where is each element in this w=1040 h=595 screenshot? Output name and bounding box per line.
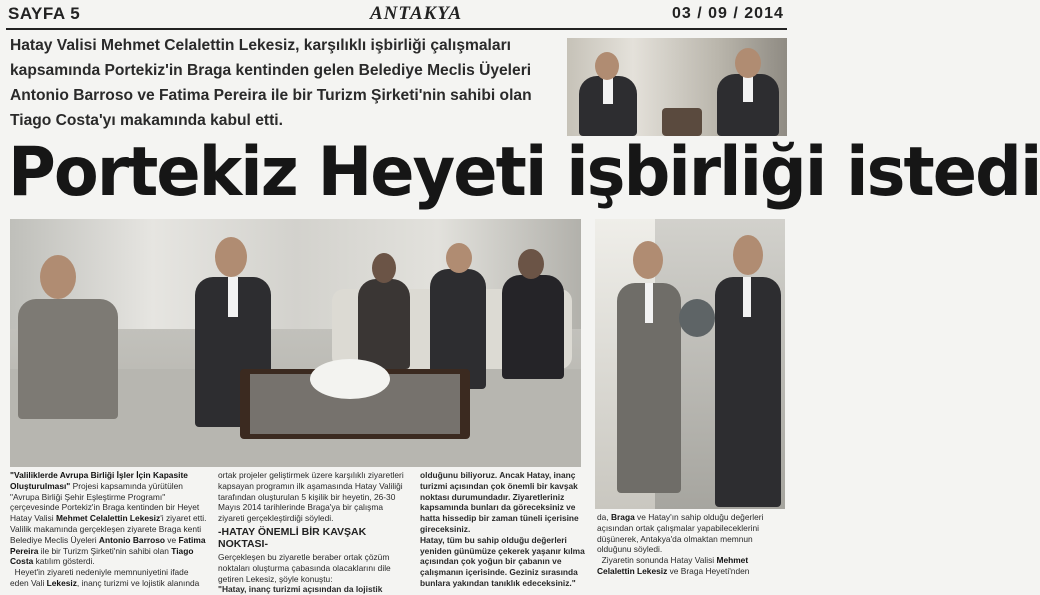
photo-meeting-top	[567, 38, 787, 136]
column-1-paragraph-2: Heyet'in ziyareti nedeniyle memnuniyetini ifade eden Vali Lekesiz, inanç turizmi ve lojistik alanında	[10, 567, 200, 588]
quote-start: "Hatay, inanç turizmi açısından da lojistik	[218, 584, 383, 595]
article-column-3	[420, 470, 590, 589]
article-column-4	[597, 512, 785, 577]
column-2-paragraph-1: ortak projeler geliştirmek üzere karşılıklı ziyaretleri kapsayan programın ilk aşamasında Hatay Valiliği tarafından oluşturulan 5 kişilik bir heyetin, 26-30 Mayıs 2014 tarihlerinde Braga'ya bir çalışma ziyareti gerçekleştirdiği söyledi.	[218, 470, 404, 524]
section-title: ANTAKYA	[370, 3, 463, 24]
column-1-paragraph-1: "Valiliklerde Avrupa Birliği İşler İçin Kapasite Oluşturulması" Projesi kapsamında yürütülen "Avrupa Birliği Şehir Eşleştirme Programı" çerçevesinde Portekiz'in Braga kentinden bir Heyet Hatay Valisi Mehmet Celalettin Lekesiz'i ziyaret etti. Valilik makamında gerçekleşen ziyarete Braga kenti Belediye Meclis Üyeleri Antonio Barroso ve Fatima Pereira ile bir Turizm Şirketi'nin sahibi olan Tiago Costa katılım gösterdi.	[10, 470, 207, 567]
project-name: "Valiliklerde Avrupa Birliği İşler İçin Kapasite Oluşturulması"	[10, 470, 188, 491]
headline: Portekiz Heyeti işbirliği istedi	[8, 133, 1040, 212]
article-column-1	[10, 470, 208, 589]
lead-paragraph: Hatay Valisi Mehmet Celalettin Lekesiz, karşılıklı işbirliği çalışmaları kapsamında Portekiz'in Braga kentinden gelen Belediye Meclis Üyeleri Antonio Barroso ve Fatima Pereira ile bir Turizm Şirketi'nin sahibi olan Tiago Costa'yı makamında kabul etti.	[10, 37, 532, 129]
subheading: -HATAY ÖNEMLİ BİR KAVŞAK NOKTASI-	[218, 525, 367, 550]
page-number: SAYFA 5	[8, 4, 81, 23]
issue-date: 03 / 09 / 2014	[672, 5, 784, 22]
photo-plaque-presentation	[595, 219, 785, 509]
column-2-paragraph-2: Gerçekleşen bu ziyaretle beraber ortak çözüm noktaları oluşturma çabasında olacaklarını dile getiren Lekesiz, şöyle konuştu:	[218, 551, 391, 584]
photo-meeting-main	[10, 219, 581, 467]
column-3-paragraph-1: olduğunu biliyoruz. Ancak Hatay, inanç turizmi açısından çok önemli bir kavşak noktası durumundadır. Ziyaretleriniz kapsamında bunları da göreceksiniz ve hatta hissedip bir zaman tüneli içerisine gireceksiniz.	[420, 470, 579, 534]
column-4-paragraph-1: da, Braga ve Hatay'ın sahip olduğu değerleri açısından ortak çalışmalar yapabileceklerini düşünerek, Antakya'da olmaktan memnun olduğunu söyledi.	[597, 512, 764, 555]
column-4-paragraph-2: Ziyaretin sonunda Hatay Valisi Mehmet Celalettin Lekesiz ve Braga Heyeti'nden	[597, 555, 750, 576]
article-column-2	[218, 470, 408, 595]
column-3-paragraph-2: Hatay, tüm bu sahip olduğu değerleri yeniden günümüze çekerek yaşanır kılma açısından çok yoğun bir çabanın ve çalışmanın içerisinde. Geziniz sırasında bunlara yakından tanıklık edeceksiniz."	[420, 534, 585, 588]
